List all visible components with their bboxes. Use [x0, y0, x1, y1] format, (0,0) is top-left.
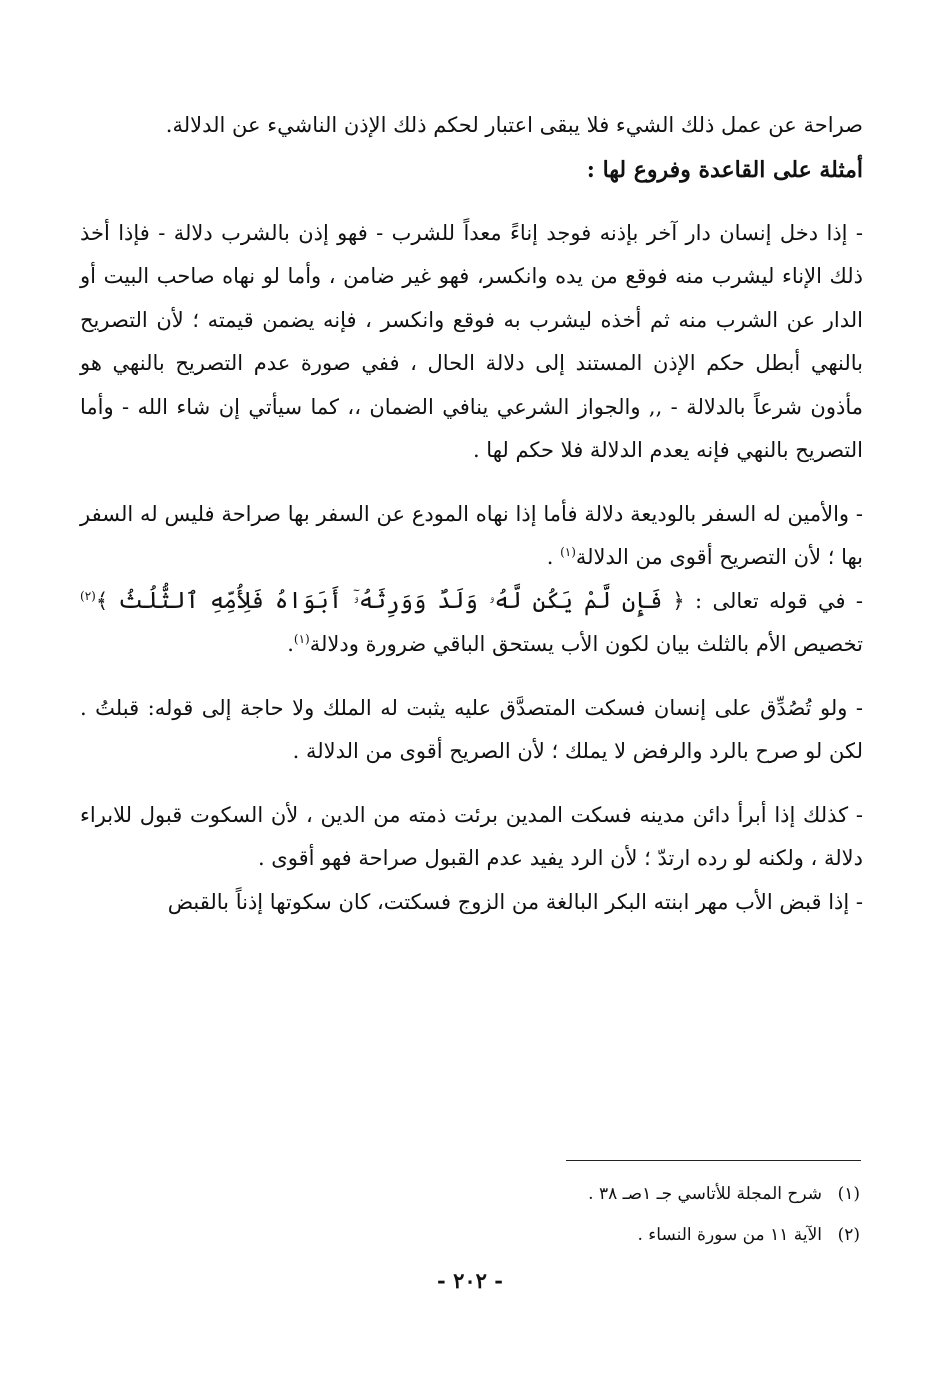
section-heading: أمثلة على القاعدة وفروع لها : [586, 156, 863, 183]
footnote-ref: (١) [560, 545, 576, 559]
footnote-text: الآية ١١ من سورة النساء . [637, 1225, 822, 1245]
paragraph-text: - والأمين له السفر بالوديعة دلالة فأما إذا نهاه المودع عن السفر بها صراحة فليس له السفر بها ؛ لأن التصريح أقوى من الدلالة [80, 501, 863, 569]
paragraph-example-debt: - كذلك إذا أبرأ دائن مدينه فسكت المدين برئت ذمته من الدين ، لأن السكوت قبول للابراء دلالة ، ولكنه لو رده ارتدّ ؛ لأن الرد يفيد عدم القبول صراحة فهو أقوى . [80, 802, 863, 870]
paragraph-text: تخصيص الأم بالثلث بيان لكون الأب يستحق الباقي ضرورة ودلالة [309, 632, 863, 656]
paragraph-example-deposit [80, 493, 863, 580]
quran-verse: فَإِن لَّمْ يَكُن لَّهُۥ وَلَدٌ وَوَرِثَهُۥٓ أَبَوَاهُ فَلِأُمِّهِ ٱلثُّلُثُ [118, 587, 663, 614]
footnote-number: (٢) [837, 1225, 860, 1245]
footnote-number: (١) [837, 1184, 860, 1204]
footnote-divider [566, 1160, 861, 1161]
paragraph-example-charity: - ولو تُصُدِّق على إنسان فسكت المتصدَّق عليه يثبت له الملك ولا حاجة إلى قوله: قبلتُ . لكن لو صرح بالرد والرفض لا يملك ؛ لأن الصريح أقوى من الدلالة . [80, 695, 863, 763]
paragraph-text: - في قوله تعالى : ﴿ [672, 588, 864, 613]
footnote-ref: (٢) [80, 588, 96, 603]
paragraph-end: . [546, 545, 561, 569]
footnote-item [420, 1215, 860, 1256]
footnotes [420, 1174, 860, 1256]
verse-close-bracket: ﴾ [95, 588, 109, 613]
page-number: - ٢٠٢ - [437, 1268, 503, 1293]
paragraph-continuation: صراحة عن عمل ذلك الشيء فلا يبقى اعتبار لحكم ذلك الإذن الناشيء عن الدلالة. [165, 113, 863, 137]
paragraph-example-vessel: - إذا دخل إنسان دار آخر بإذنه فوجد إناءً معداً للشرب - فهو إذن بالشرب دلالة - فإذا أخذ ذلك الإناء ليشرب منه فوقع من يده وانكسر، فهو غير ضامن ، وأما لو نهاه صاحب البيت أو الدار عن الشرب منه ثم أخذه ليشرب به فوقع وانكسر ، فإنه يضمن قيمته ؛ لأن التصريح بالنهي أبطل حكم الإذن المستند إلى دلالة الحال ، ففي صورة عدم التصريح بالنهي هو مأذون شرعاً بالدلالة - ,, والجواز الشرعي ينافي الضمان ،، كما سيأتي إن شاء الله - وأما التصريح بالنهي فإنه يعدم الدلالة فلا حكم لها . [80, 220, 863, 462]
footnote-item [420, 1174, 860, 1215]
footnote-ref: (١) [293, 632, 310, 646]
paragraph-example-dowry: - إذا قبض الأب مهر ابنته البكر البالغة من الزوج فسكتت، كان سكوتها إذناً بالقبض [167, 889, 863, 914]
footnote-text: شرح المجلة للأتاسي جـ ١صـ ٣٨ . [588, 1184, 822, 1204]
body-text [80, 104, 863, 924]
paragraph-end: . [287, 632, 294, 656]
paragraph-example-verse [80, 580, 863, 667]
